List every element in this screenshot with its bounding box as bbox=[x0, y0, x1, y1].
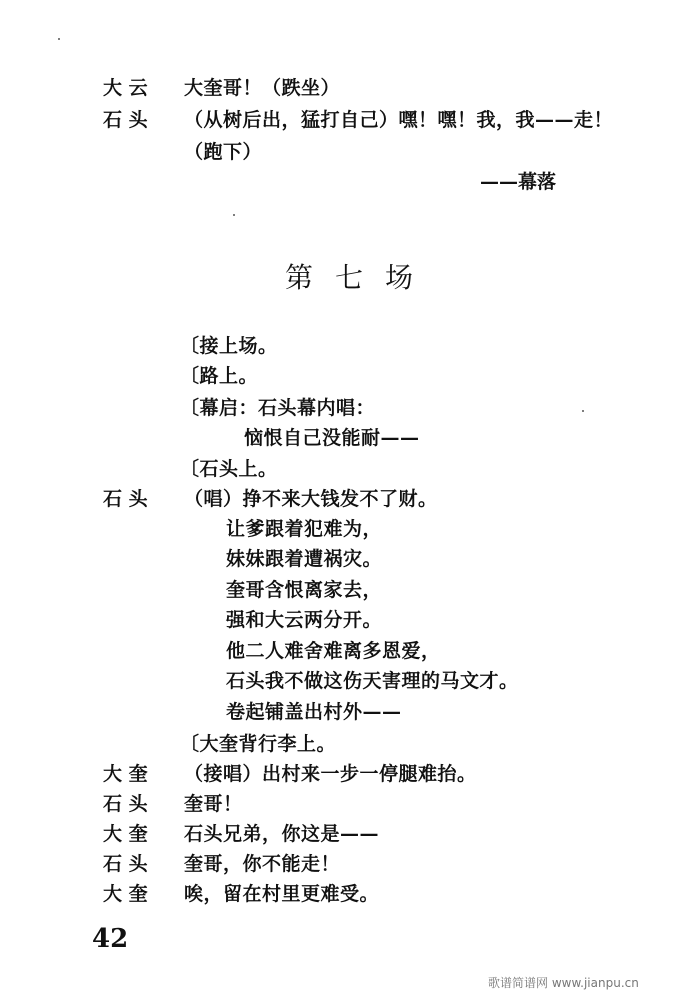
song-verse: 他二人难舍难离多恩爱， bbox=[226, 640, 441, 662]
dialogue-line: （从树后出，猛打自己）嘿！嘿！我，我——走！ bbox=[184, 109, 614, 131]
dialogue-line: （接唱）出村来一步一停腿难抬。 bbox=[184, 763, 477, 785]
speaker-label: 大 奎 bbox=[103, 763, 148, 785]
dialogue-line: 石头兄弟，你这是—— bbox=[184, 823, 380, 845]
curtain-fall: ——幕落 bbox=[480, 171, 557, 193]
stage-direction: 〔石头上。 bbox=[180, 458, 278, 480]
stage-direction: （跑下） bbox=[184, 141, 263, 163]
speaker-label: 石 头 bbox=[103, 853, 148, 875]
scene-title: 第七场 bbox=[284, 261, 435, 294]
song-verse: 奎哥含恨离家去， bbox=[226, 579, 383, 601]
scan-speck bbox=[58, 38, 60, 40]
speaker-label: 大 云 bbox=[103, 77, 148, 99]
stage-direction: 〔大奎背行李上。 bbox=[180, 733, 337, 755]
speaker-label: 石 头 bbox=[103, 109, 148, 131]
page-number: 42 bbox=[92, 924, 129, 954]
song-line: （唱）挣不来大钱发不了财。 bbox=[184, 488, 438, 510]
song-verse: 妹妹跟着遭祸灾。 bbox=[226, 548, 383, 570]
stage-direction: 〔幕启：石头幕内唱： bbox=[180, 397, 376, 419]
song-verse: 强和大云两分开。 bbox=[226, 609, 383, 631]
song-line: 恼恨自己没能耐—— bbox=[244, 427, 420, 449]
song-verse: 卷起铺盖出村外—— bbox=[226, 701, 402, 723]
speaker-label: 石 头 bbox=[103, 488, 148, 510]
site-watermark: 歌谱简谱网 www.jianpu.cn bbox=[488, 976, 639, 990]
dialogue-line: 奎哥，你不能走！ bbox=[184, 853, 341, 875]
scan-speck bbox=[582, 410, 584, 412]
stage-direction: 〔路上。 bbox=[180, 365, 259, 387]
dialogue-line: 唉，留在村里更难受。 bbox=[184, 883, 380, 905]
dialogue-line: 大奎哥！（跌坐） bbox=[184, 77, 341, 99]
song-verse: 石头我不做这伤天害理的马文才。 bbox=[226, 670, 519, 692]
speaker-label: 大 奎 bbox=[103, 883, 148, 905]
song-verse: 让爹跟着犯难为， bbox=[226, 518, 383, 540]
scan-speck bbox=[233, 214, 235, 216]
dialogue-line: 奎哥！ bbox=[184, 793, 243, 815]
speaker-label: 大 奎 bbox=[103, 823, 148, 845]
speaker-label: 石 头 bbox=[103, 793, 148, 815]
stage-direction: 〔接上场。 bbox=[180, 335, 278, 357]
